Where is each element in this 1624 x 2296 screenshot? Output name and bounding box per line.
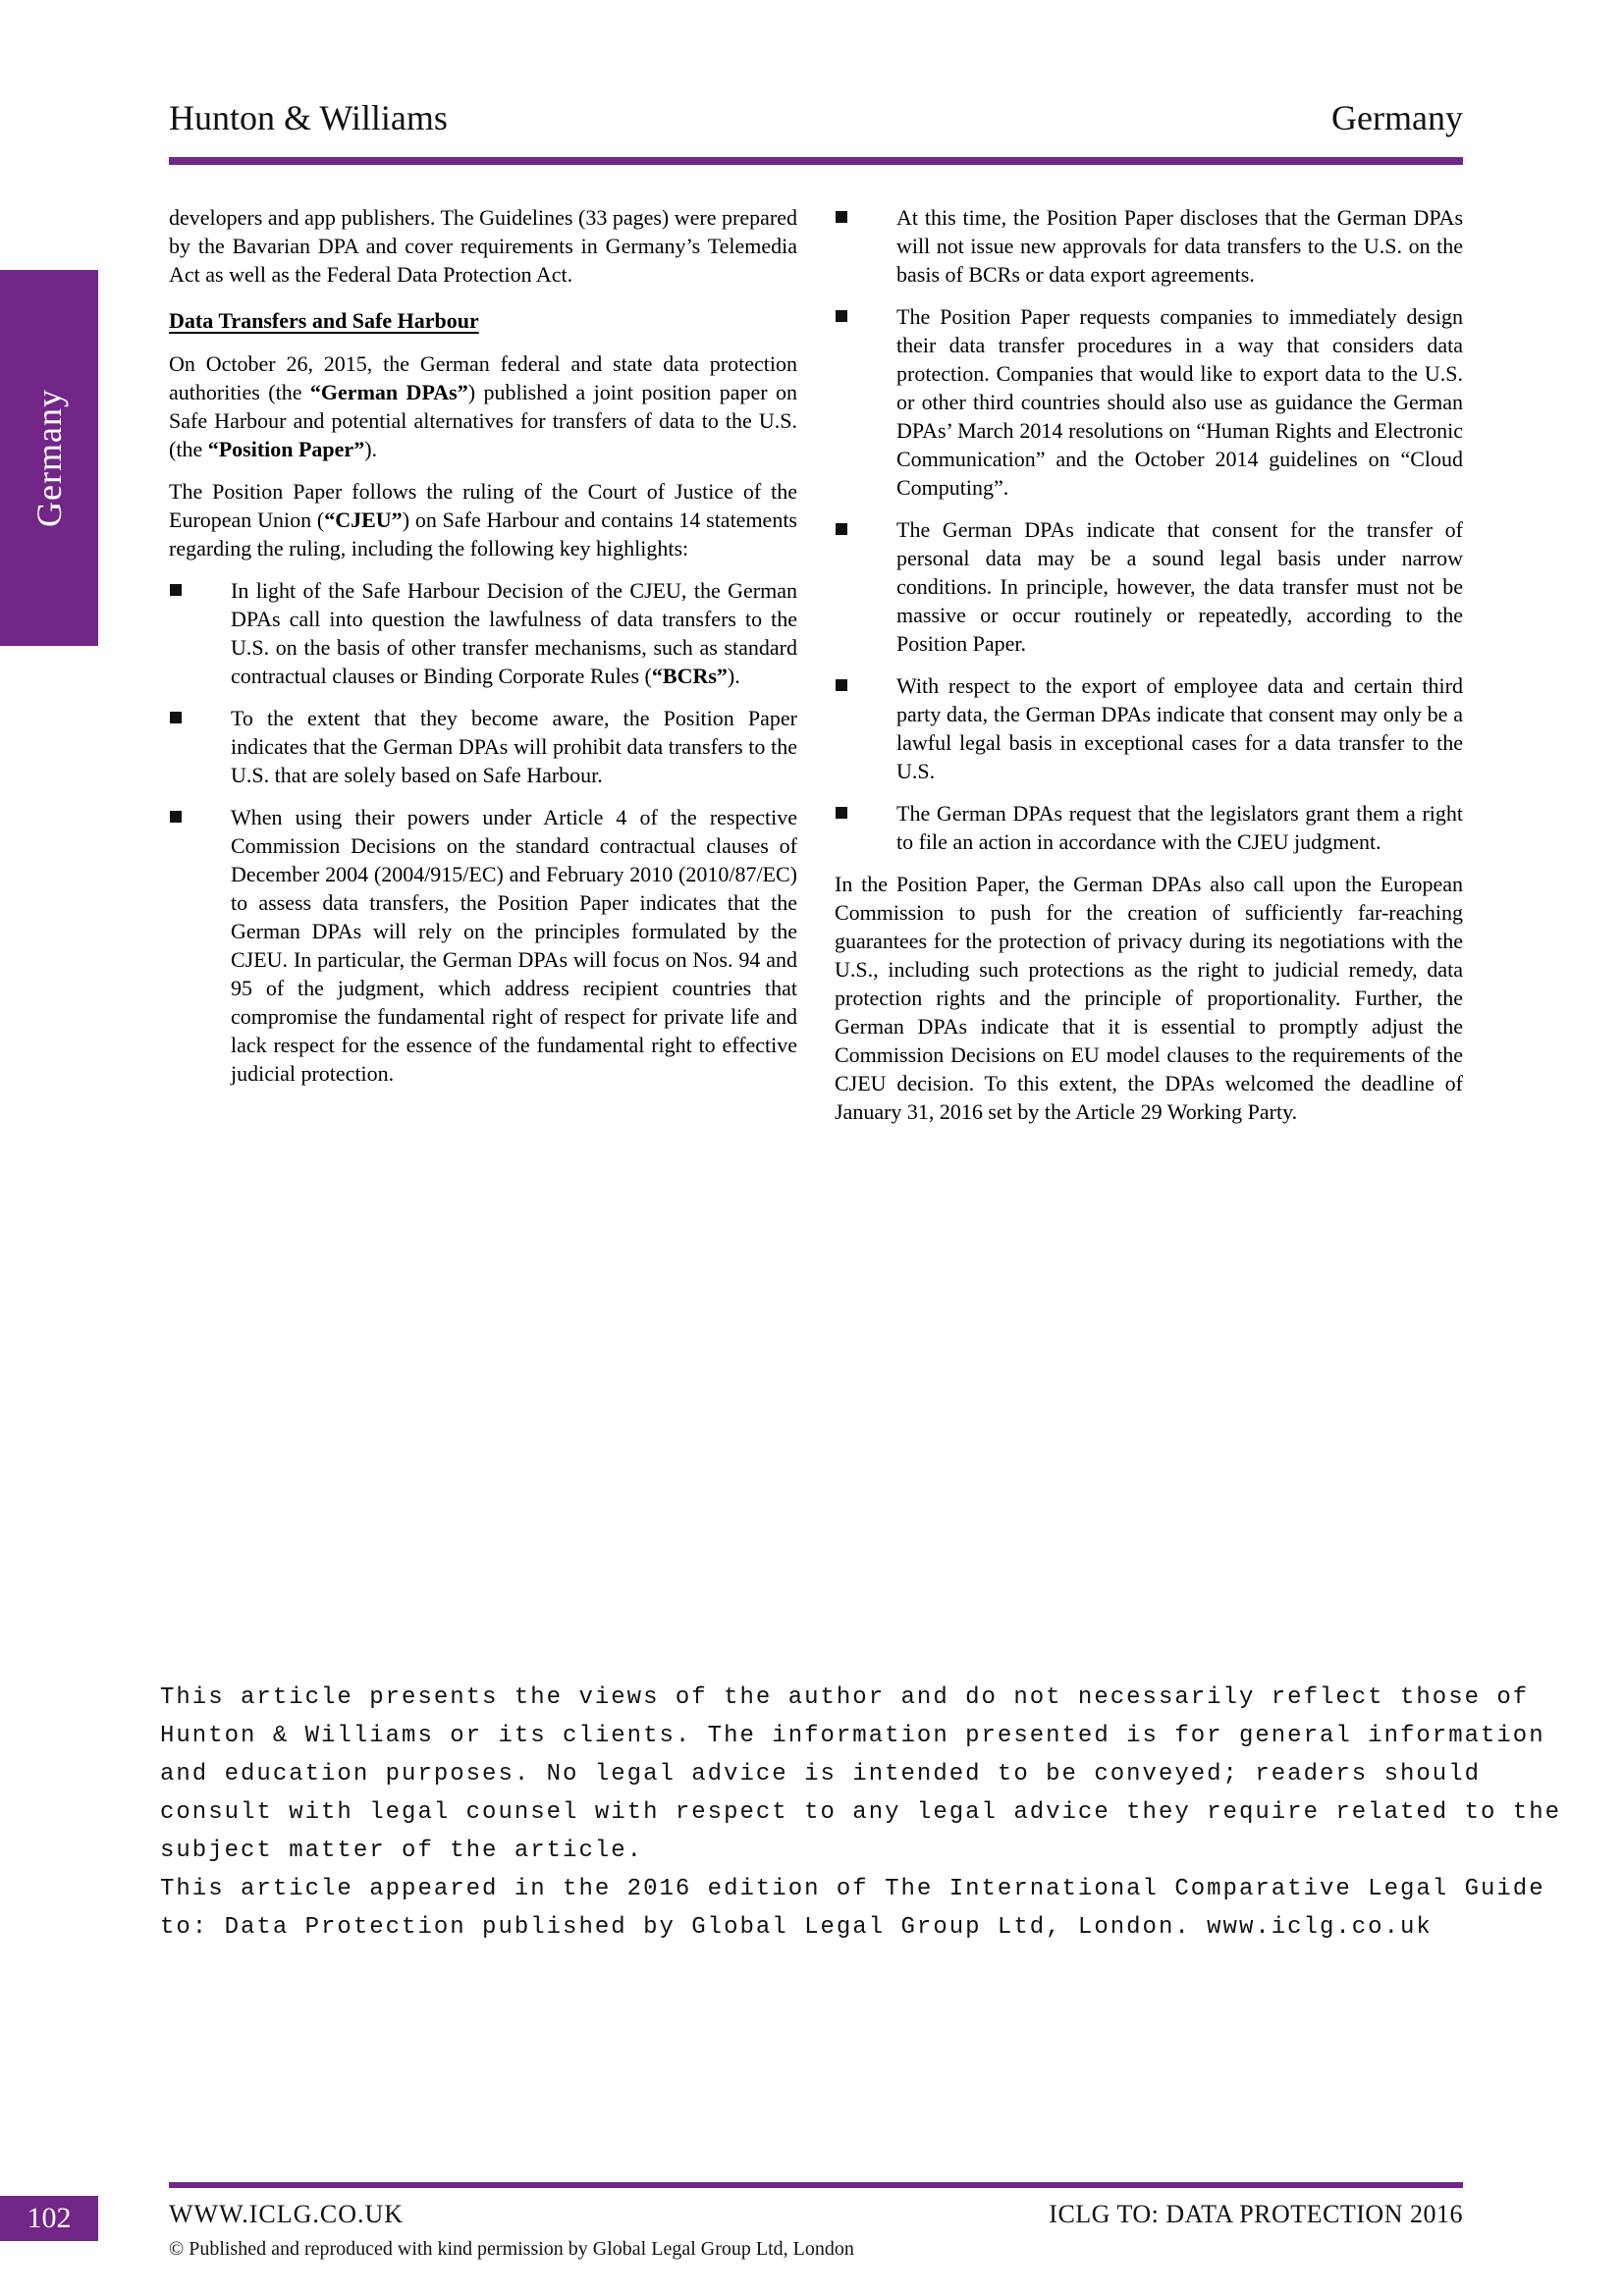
closing-paragraph: In the Position Paper, the German DPAs also call upon the European Commission to push for the creation of sufficiently far-reaching guarantees for the protection of privacy during its negotiations with the U.S., including such protections as the right to judicial remedy, data protection rights and the principle of proportionality. Further, the German DPAs indicate that it is essential to promptly adjust the Commission Decisions on EU model clauses to the requirements of the CJEU decision. To this extent, the DPAs welcomed the deadline of January 31, 2016 set by the Article 29 Working Party. [835,872,1463,1124]
bullet-item [835,203,1463,289]
page-number-badge [0,2196,98,2241]
paragraph: On October 26, 2015, the German federal and state data protection authorities (the “German DPAs”) published a joint position paper on Safe Harbour and potential alternatives for transfers of data to the U.S. (the “Position Paper”). [169,351,797,461]
country-side-tab [0,270,98,646]
bullet-square-icon [836,211,847,223]
article-left-column [169,203,797,1101]
bullet-item [169,576,797,690]
bullet-square-icon [170,811,182,823]
footer-publication-title: ICLG TO: DATA PROTECTION 2016 [1049,2200,1463,2228]
bullet-text: In light of the Safe Harbour Decision of the CJEU, the German DPAs call into question the lawfulness of data transfers to the U.S. on the basis of other transfer mechanisms, such as standard contractual clauses or Binding Corporate Rules (“BCRs”). [231,578,797,688]
section-heading: Data Transfers and Safe Harbour [169,308,479,333]
bullet-text: The German DPAs indicate that consent for the transfer of personal data may be a sound legal basis under narrow conditions. In principle, however, the data transfer must not be massive or occur routinely or repeatedly, according to the Position Paper. [896,517,1463,656]
footer-divider-rule [169,2182,1463,2188]
bullet-square-icon [836,523,847,535]
disclaimer-line: and education purposes. No legal advice is intended to be conveyed; readers should [160,1761,1481,1788]
disclaimer-line: consult with legal counsel with respect to any legal advice they require related to the [160,1799,1562,1826]
bullet-item [835,799,1463,856]
bullet-square-icon [170,712,182,723]
disclaimer-block [160,1679,1608,1947]
bullet-item [835,671,1463,785]
bullet-item [169,704,797,789]
disclaimer-line: This article appeared in the 2016 edition of The International Comparative Legal Guide [160,1876,1545,1902]
footer-copyright: © Published and reproduced with kind permission by Global Legal Group Ltd, London [169,2238,854,2260]
paragraph: developers and app publishers. The Guidelines (33 pages) were prepared by the Bavarian DPA and cover requirements in Germany’s Telemedia Act as well as the Federal Data Protection Act. [169,205,797,287]
disclaimer-line: to: Data Protection published by Global Legal Group Ltd, London. www.iclg.co.uk [160,1914,1433,1941]
disclaimer-line: Hunton & Williams or its clients. The information presented is for general information [160,1723,1545,1749]
bullet-text: When using their powers under Article 4 of the respective Commission Decisions on the standard contractual clauses of December 2004 (2004/915/EC) and February 2010 (2010/87/EC) to assess data transfers, the Position Paper indicates that the German DPAs will rely on the principles formulated by the CJEU. In particular, the German DPAs will focus on Nos. 94 and 95 of the judgment, which address recipient countries that compromise the fundamental right of respect for private life and lack respect for the essence of the fundamental right to effective judicial protection. [231,805,797,1086]
bullet-item [835,515,1463,658]
bullet-square-icon [170,584,182,596]
bullet-text: To the extent that they become aware, the Position Paper indicates that the German DPAs will prohibit data transfers to the U.S. that are solely based on Safe Harbour. [231,706,797,787]
bullet-item [169,803,797,1088]
header-country: Germany [1331,98,1463,137]
header-firm-name: Hunton & Williams [169,98,448,137]
paragraph: The Position Paper follows the ruling of the Court of Justice of the European Union (“CJEU”) on Safe Harbour and contains 14 statements regarding the ruling, including the following key highlights: [169,479,797,561]
disclaimer-line: subject matter of the article. [160,1838,644,1864]
bullet-item [835,302,1463,502]
bullet-text: With respect to the export of employee data and certain third party data, the German DPAs indicate that consent may only be a lawful legal basis in exceptional cases for a data transfer to the U.S. [896,673,1463,783]
article-right-column [835,203,1463,1140]
bullet-square-icon [836,807,847,819]
side-tab-label: Germany [29,389,69,527]
bullet-square-icon [836,310,847,322]
disclaimer-line: This article presents the views of the author and do not necessarily reflect those of [160,1684,1530,1711]
bullet-text: At this time, the Position Paper discloses that the German DPAs will not issue new approvals for data transfers to the U.S. on the basis of BCRs or data export agreements. [896,205,1463,287]
header-divider-rule [169,157,1463,165]
bullet-square-icon [836,679,847,691]
page-number: 102 [27,2202,72,2234]
footer-website: WWW.ICLG.CO.UK [169,2200,405,2228]
bullet-text: The Position Paper requests companies to immediately design their data transfer procedures in a way that considers data protection. Companies that would like to export data to the U.S. or other third countries should also use as guidance the German DPAs’ March 2014 resolutions on “Human Rights and Electronic Communication” and the October 2014 guidelines on “Cloud Computing”. [896,304,1463,500]
bullet-text: The German DPAs request that the legislators grant them a right to file an action in accordance with the CJEU judgment. [896,801,1463,854]
